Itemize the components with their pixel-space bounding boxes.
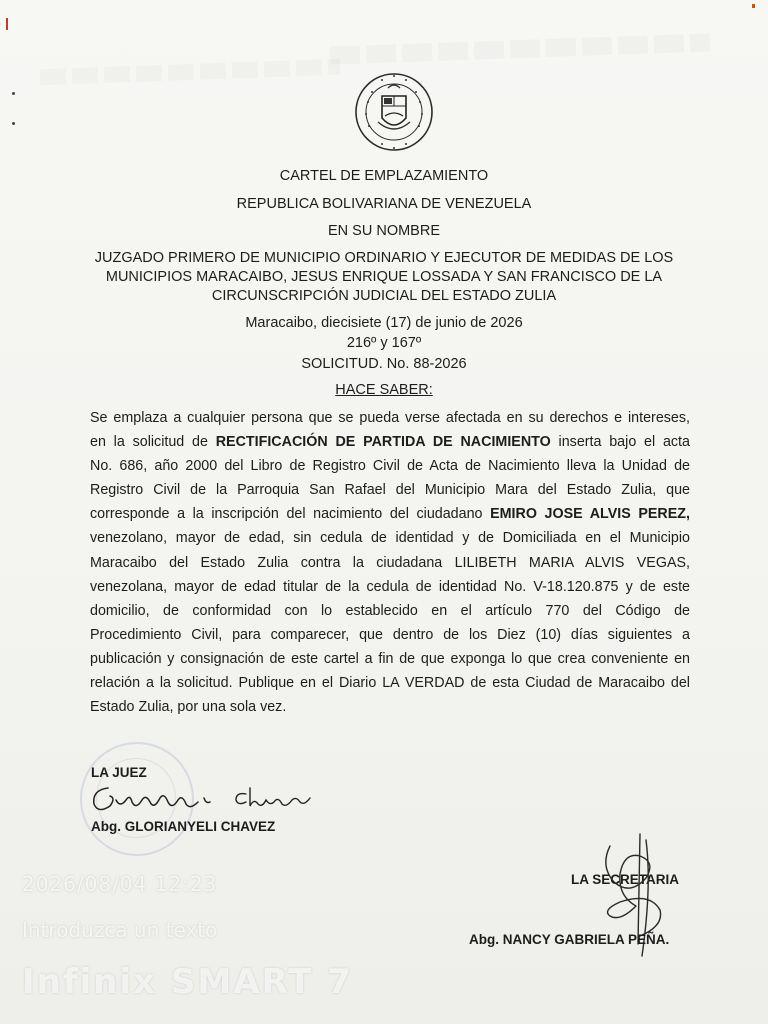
years-line: 216º y 167º	[346, 335, 422, 351]
body-paragraph	[90, 406, 690, 719]
body-line: Procedimiento Civil, para comparecer, que dentro de los Diez (10) días siguientes a	[90, 626, 690, 643]
body-line: Se emplaza a cualquier persona que se pueda verse afectada en su derechos e intereses,	[90, 410, 690, 426]
judge-name: Abg. GLORIANYELI CHAVEZ	[91, 819, 276, 834]
coat-of-arms-seal	[352, 66, 436, 162]
body-text-run: inserta bajo el acta	[550, 434, 690, 451]
body-line: Estado Zulia, por una sola vez.	[90, 699, 287, 716]
body-line: venezolana, mayor de edad titular de la cedula de identidad No. V-18.120.875 y de este	[90, 578, 690, 595]
body-line	[90, 430, 690, 454]
en-su-nombre-line: EN SU NOMBRE	[328, 223, 440, 239]
body-line: venezolano, mayor de edad, sin cedula de identidad y de Domiciliada en el Municipio	[90, 530, 690, 547]
margin-mark	[12, 92, 15, 95]
body-line: domicilio, de conformidad con lo establecido en el artículo 770 del Código de	[90, 602, 690, 619]
body-line	[90, 502, 690, 526]
secretary-name: Abg. NANCY GABRIELA PEÑA.	[469, 932, 670, 947]
court-line: JUZGADO PRIMERO DE MUNICIPIO ORDINARIO Y EJECUTOR DE MEDIDAS DE LOS	[94, 250, 674, 266]
body-text-run: en la solicitud de	[90, 434, 216, 451]
body-line: No. 686, año 2000 del Libro de Registro Civil de Acta de Nacimiento lleva la Unidad de	[90, 458, 690, 475]
procedure-type: RECTIFICACIÓN DE PARTIDA DE NACIMIENTO	[215, 434, 551, 451]
document-title: CARTEL DE EMPLAZAMIENTO	[279, 168, 489, 184]
watermark-timestamp: 2026/08/04 12:23	[22, 872, 218, 896]
court-name-block	[60, 249, 708, 306]
judge-title: LA JUEZ	[91, 765, 147, 780]
republic-line: REPUBLICA BOLIVARIANA DE VENEZUELA	[236, 196, 532, 212]
margin-mark	[752, 4, 755, 8]
court-line: CIRCUNSCRIPCIÓN JUDICIAL DEL ESTADO ZULIA	[211, 288, 557, 304]
body-text-run: corresponde a la inscripción del nacimiento del ciudadano	[90, 506, 491, 523]
margin-mark	[6, 18, 8, 30]
judge-signature	[86, 780, 326, 822]
watermark-prompt: Introduzca un texto	[22, 918, 218, 942]
body-line: Registro Civil de la Parroquia San Rafael del Municipio Mara del Estado Zulia, que	[90, 482, 690, 499]
solicitud-number: SOLICITUD. No. 88-2026	[301, 356, 467, 372]
citizen-name: EMIRO JOSE ALVIS PEREZ,	[490, 506, 690, 523]
secretary-title: LA SECRETARIA	[571, 872, 679, 887]
body-line: Maracaibo del Estado Zulia contra la ciudadana LILIBETH MARIA ALVIS VEGAS,	[90, 554, 690, 571]
body-line: publicación y consignación de este cartel a fin de que exponga lo que crea conveniente en	[90, 650, 690, 667]
date-line: Maracaibo, diecisiete (17) de junio de 2026	[245, 315, 523, 331]
watermark-device: Infinix SMART 7	[22, 962, 353, 1002]
bleed-through-text	[330, 33, 710, 64]
hace-saber-label: HACE SABER:	[335, 382, 433, 398]
hace-saber-heading	[0, 380, 768, 400]
margin-mark	[12, 122, 15, 125]
court-line: MUNICIPIOS MARACAIBO, JESUS ENRIQUE LOSSADA Y SAN FRANCISCO DE LA	[105, 269, 663, 285]
body-line: relación a la solicitud. Publique en el Diario LA VERDAD de esta Ciudad de Maracaibo del	[90, 675, 690, 692]
bleed-through-text	[40, 59, 340, 85]
